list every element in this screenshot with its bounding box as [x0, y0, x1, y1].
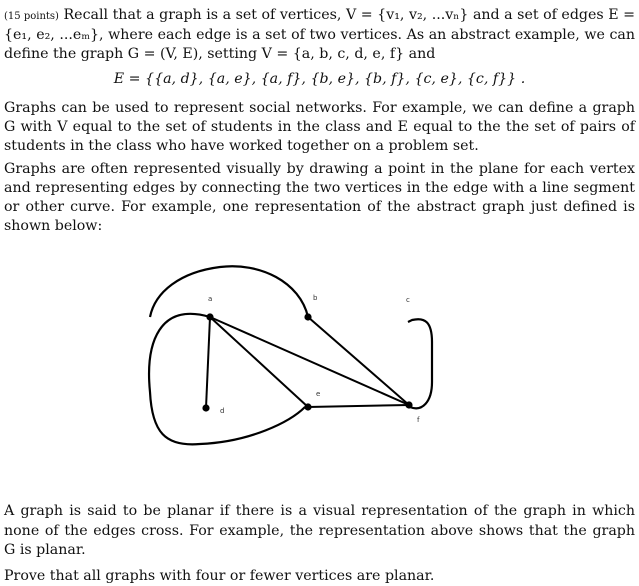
- prove-statement: Prove that all graphs with four or fewer vertices are planar.: [4, 567, 635, 586]
- intro-paragraph: [4, 6, 635, 64]
- edge-b-e-outer-curve: [150, 266, 308, 317]
- graph-figure: [140, 262, 440, 457]
- vertex-f: [405, 401, 412, 408]
- vertex-e: [304, 403, 311, 410]
- edge-e-f: [308, 405, 409, 407]
- vertex-label-b: b: [313, 294, 318, 302]
- vertex-b: [304, 313, 311, 320]
- vertex-label-d: d: [220, 407, 224, 415]
- edge-a-f: [210, 317, 409, 405]
- edge-a-d: [206, 317, 210, 408]
- planarity-text: [4, 502, 635, 586]
- problem-text: [4, 6, 635, 236]
- vertex-label-a: a: [208, 295, 212, 303]
- edge-b-c-arc: [158, 270, 308, 317]
- social-network-paragraph: Graphs can be used to represent social networks. For example, we can define a graph G with V equal to the set of students in the class and E equal to the the set of pairs of students in the class who have worked together on a problem set.: [4, 99, 635, 156]
- vertex-label-f: f: [417, 416, 420, 424]
- vertex-d: [202, 404, 209, 411]
- edge-set-equation: E = {{a, d}, {a, e}, {a, f}, {b, e}, {b, f}, {c, e}, {c, f}} .: [4, 70, 635, 89]
- edge-a-e: [210, 317, 308, 407]
- vertex-label-c: c: [406, 296, 410, 304]
- visual-representation-paragraph: Graphs are often represented visually by drawing a point in the plane for each vertex and representing edges by connecting the two vertices in the edge with a line segment or other curve. For example, one representation of the abstract graph just defined is shown below:: [4, 160, 635, 236]
- graph-drawing: [140, 262, 440, 457]
- points-label: (15 points): [4, 11, 59, 22]
- edge-b-f: [308, 317, 409, 405]
- vertex-label-e: e: [316, 390, 320, 398]
- planar-definition-paragraph: A graph is said to be planar if there is a visual representation of the graph in which none of the edges cross. For example, the representation above shows that the graph G is planar.: [4, 502, 635, 561]
- edge-outer-right-curve: [308, 309, 411, 322]
- edge-c-f-loop: [408, 319, 432, 408]
- intro-text: Recall that a graph is a set of vertices, V = {v₁, v₂, ...vₙ} and a set of edges E = {e₁, e₂, ...eₘ}, where each edge is a set of two vertices. As an abstract example, we can define the graph G = (V, E), setting V = {a, b, c, d, e, f} and: [4, 7, 635, 62]
- vertex-a: [206, 313, 213, 320]
